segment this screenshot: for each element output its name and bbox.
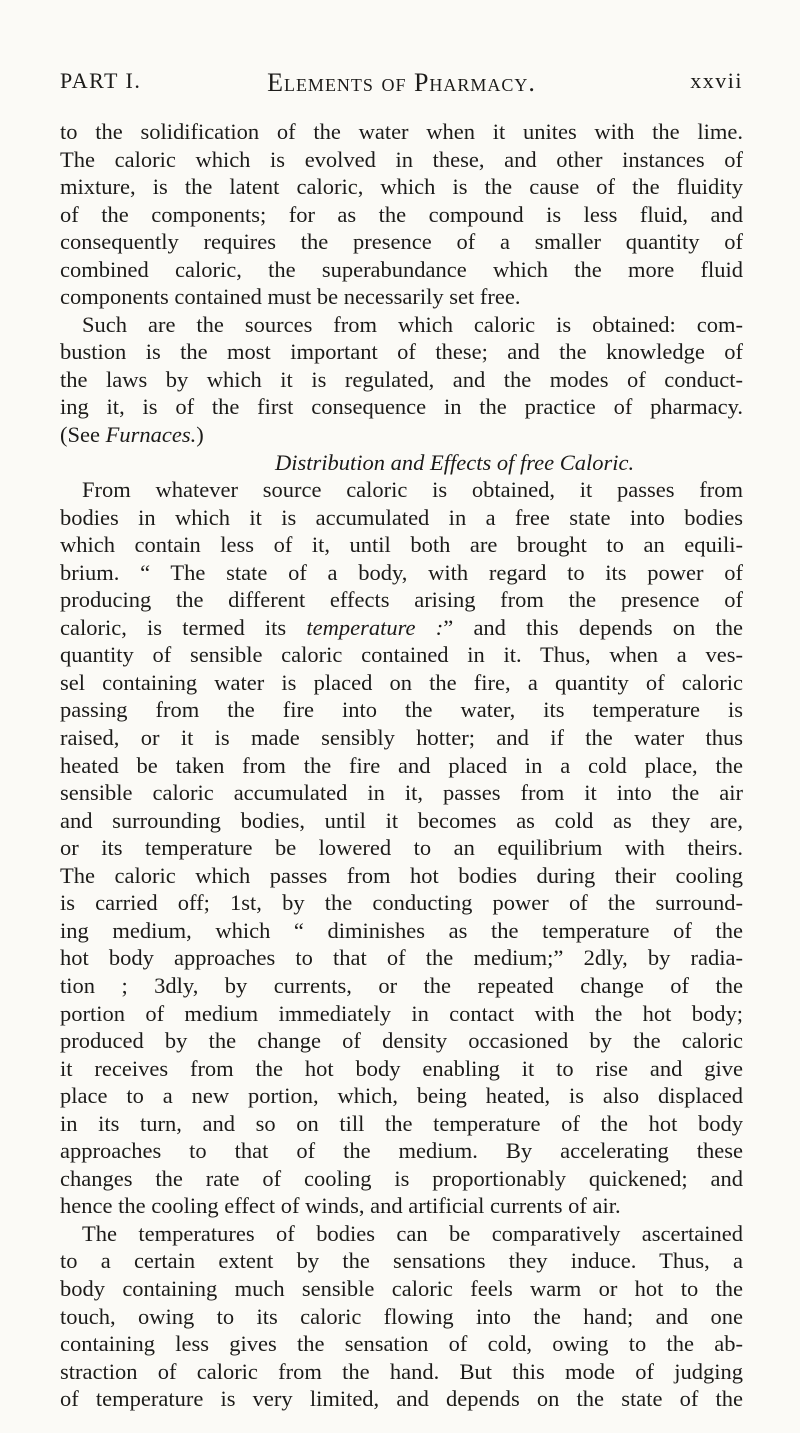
body-text bbox=[60, 118, 743, 1413]
text-segment: ” and this depends on the bbox=[443, 614, 743, 640]
text-line: combined caloric, the superabundance which the more fluid bbox=[60, 256, 743, 282]
italic-term: Furnaces. bbox=[105, 422, 197, 448]
text-line: brium. “ The state of a body, with regard to its power of bbox=[60, 559, 743, 585]
text-line: to a certain extent by the sensations they induce. Thus, a bbox=[60, 1248, 743, 1274]
italic-term: temperature : bbox=[306, 614, 444, 640]
text-line: mixture, is the latent caloric, which is the cause of the fluidity bbox=[60, 174, 743, 200]
text-line: quantity of sensible caloric contained in it. Thus, when a ves- bbox=[60, 642, 743, 668]
text-line bbox=[60, 614, 743, 642]
text-segment: (See bbox=[60, 422, 106, 448]
text-line: straction of caloric from the hand. But this mode of judging bbox=[60, 1358, 743, 1384]
text-line: ing medium, which “ diminishes as the temperature of the bbox=[60, 917, 743, 943]
text-line: The caloric which passes from hot bodies during their cooling bbox=[60, 862, 743, 888]
text-line: produced by the change of density occasioned by the caloric bbox=[60, 1028, 743, 1054]
text-line: The temperatures of bodies can be comparatively ascertained bbox=[82, 1220, 743, 1246]
book-title: Elements of Pharmacy. bbox=[267, 68, 536, 97]
text-line: body containing much sensible caloric feels warm or hot to the bbox=[60, 1275, 743, 1301]
text-line: heated be taken from the fire and placed in a cold place, the bbox=[60, 752, 743, 778]
text-line: changes the rate of cooling is proportionably quickened; and bbox=[60, 1165, 743, 1191]
text-line: hot body approaches to that of the medium;” 2dly, by radia- bbox=[60, 945, 743, 971]
text-line: the laws by which it is regulated, and the modes of conduct- bbox=[60, 366, 743, 392]
text-line: consequently requires the presence of a smaller quantity of bbox=[60, 229, 743, 255]
text-line: and surrounding bodies, until it becomes as cold as they are, bbox=[60, 807, 743, 833]
text-line: is carried off; 1st, by the conducting power of the surround- bbox=[60, 890, 743, 916]
text-line: sensible caloric accumulated in it, passes from it into the air bbox=[60, 780, 743, 806]
part-label: PART I. bbox=[60, 68, 142, 93]
text-line: place to a new portion, which, being heated, is also displaced bbox=[60, 1083, 743, 1109]
text-line: of the components; for as the compound is less fluid, and bbox=[60, 201, 743, 227]
text-line: sel containing water is placed on the fire, a quantity of caloric bbox=[60, 669, 743, 695]
text-line: to the solidification of the water when it unites with the lime. bbox=[60, 119, 743, 144]
text-line: touch, owing to its caloric flowing into the hand; and one bbox=[60, 1303, 743, 1329]
text-segment: ) bbox=[196, 422, 204, 448]
text-line: approaches to that of the medium. By accelerating these bbox=[60, 1138, 743, 1164]
section-heading: Distribution and Effects of free Caloric. bbox=[275, 449, 635, 475]
text-line: bodies in which it is accumulated in a free state into bodies bbox=[60, 504, 743, 530]
text-segment: caloric, is termed its bbox=[60, 614, 307, 640]
text-line: producing the different effects arising from the presence of bbox=[60, 587, 743, 613]
text-line: bustion is the most important of these; and the knowledge of bbox=[60, 339, 743, 365]
text-line: tion ; 3dly, by currents, or the repeated change of the bbox=[60, 972, 743, 998]
page-number: xxvii bbox=[690, 68, 743, 93]
text-line: it receives from the hot body enabling it to rise and give bbox=[60, 1055, 743, 1081]
text-line: hence the cooling effect of winds, and artificial currents of air. bbox=[60, 1193, 621, 1219]
text-line: Such are the sources from which caloric is obtained: com- bbox=[82, 311, 743, 337]
text-line: passing from the fire into the water, its temperature is bbox=[60, 697, 743, 723]
text-line: or its temperature be lowered to an equilibrium with theirs. bbox=[60, 835, 743, 861]
text-line: The caloric which is evolved in these, and other instances of bbox=[60, 146, 743, 172]
text-line: which contain less of it, until both are brought to an equili- bbox=[60, 532, 743, 558]
text-line: in its turn, and so on till the temperature of the hot body bbox=[60, 1110, 743, 1136]
text-line: components contained must be necessarily set free. bbox=[60, 284, 521, 310]
text-line: of temperature is very limited, and depends on the state of the bbox=[60, 1386, 743, 1412]
text-line: portion of medium immediately in contact with the hot body; bbox=[60, 1000, 743, 1026]
text-line: containing less gives the sensation of cold, owing to the ab- bbox=[60, 1331, 743, 1357]
running-head bbox=[60, 68, 743, 102]
text-line: From whatever source caloric is obtained, it passes from bbox=[82, 477, 743, 503]
text-line: raised, or it is made sensibly hotter; and if the water thus bbox=[60, 725, 743, 751]
text-line bbox=[60, 421, 743, 449]
text-line: ing it, is of the first consequence in the practice of pharmacy. bbox=[60, 394, 743, 420]
